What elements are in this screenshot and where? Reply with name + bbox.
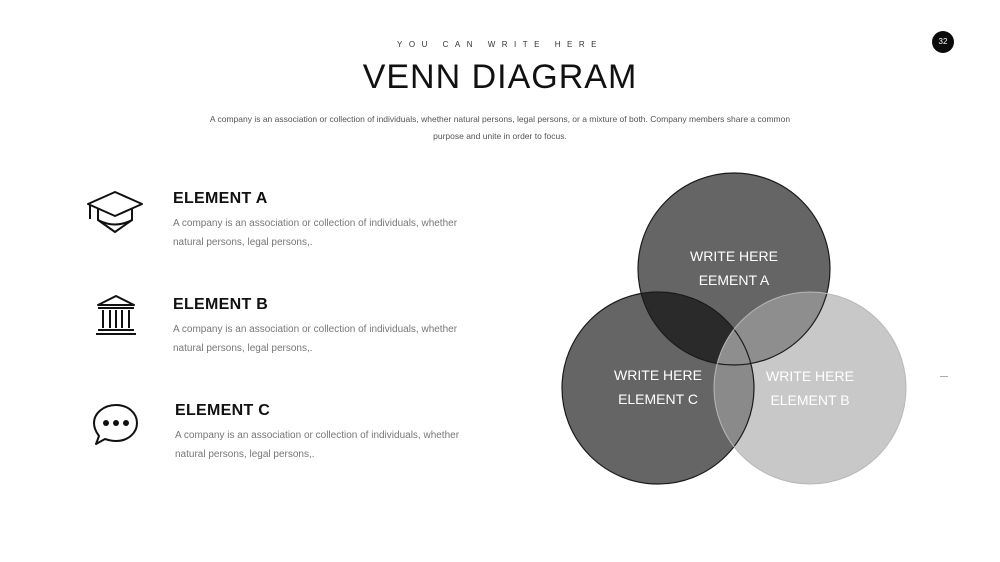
venn-label-a-line2: EEMENT A <box>698 272 770 288</box>
element-a-title: ELEMENT A <box>173 190 268 207</box>
venn-label-a-line1: WRITE HERE <box>690 248 778 264</box>
element-a-text: A company is an association or collection of individuals, whether natural persons, legal persons,. <box>173 218 458 248</box>
decorative-dash <box>940 376 948 377</box>
venn-label-c-line2: ELEMENT C <box>618 391 698 407</box>
page-description: A company is an association or collection of individuals, whether natural persons, legal persons, or a mixture of both. Company members share a common purpose and unite in order to focus. <box>209 114 791 141</box>
page-title: VENN DIAGRAM <box>362 58 638 96</box>
venn-label-c-line1: WRITE HERE <box>614 367 702 383</box>
subtitle-kicker: YOU CAN WRITE HERE <box>397 40 603 49</box>
element-b-title: ELEMENT B <box>173 296 269 313</box>
venn-label-b-line1: WRITE HERE <box>766 368 854 384</box>
venn-label-b-line2: ELEMENT B <box>770 392 850 408</box>
element-b-text: A company is an association or collection of individuals, whether natural persons, legal persons,. <box>173 324 458 354</box>
element-c-title: ELEMENT C <box>175 402 271 419</box>
page-number-badge: 32 <box>932 31 954 53</box>
element-c-text: A company is an association or collection of individuals, whether natural persons, legal persons,. <box>175 430 460 460</box>
